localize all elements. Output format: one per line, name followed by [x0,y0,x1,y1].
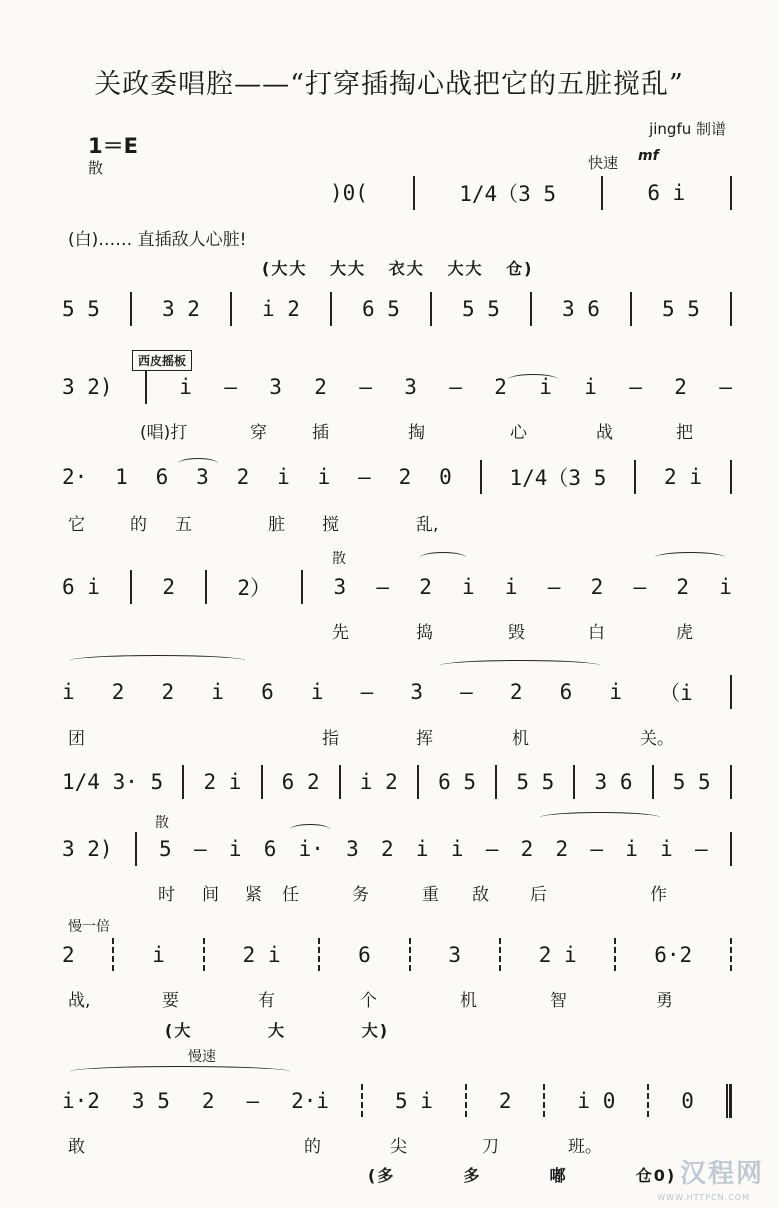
lyric-syllable: 捣 [416,623,433,643]
score-note: i [415,837,429,861]
lyric-syllable: 团 [68,729,85,749]
lyric-syllable: 五 [175,515,192,535]
score-note: — [629,375,642,399]
barline [130,292,132,326]
lyric-syllable: 敌 [472,885,489,905]
score-note: — [460,680,473,704]
score-note: i [317,465,331,489]
lyric-syllable: 心 [510,423,527,443]
lyric-syllable: 敢 [68,1137,85,1157]
barline [182,765,184,799]
barline [480,460,482,494]
score-note: 1/4（3 5 [509,466,607,490]
percussion-line-2: (大 大 大) [165,1021,390,1040]
lyric-syllable: 个 [360,991,377,1011]
barline [530,292,532,326]
score-row-2 [62,370,732,404]
score-row-6 [62,765,732,799]
score-note: 6 2 [281,770,320,794]
barline [301,570,303,604]
lyric-syllable: 的 [304,1137,321,1157]
score-note: 6 [261,680,274,704]
barline [601,176,603,210]
lyric-syllable: 战 [596,423,613,443]
score-row-7 [62,832,732,866]
score-note: i [539,375,552,399]
score-note: 5 5 [462,297,500,321]
score-note: i [609,680,623,704]
score-note: 3 6 [562,297,600,321]
barline [630,292,632,326]
score-note: 2） [237,576,272,600]
score-note: 6 i [62,575,100,599]
score-note: 2 [520,837,534,861]
barline [730,938,732,972]
score-note: )0( [329,181,368,205]
final-barline [726,1084,732,1118]
tempo-mark-fast: 快速 [588,154,619,172]
barline [730,176,732,210]
score-note: — [359,375,372,399]
score-note: 3 [333,575,347,599]
score-note: 3 [410,680,424,704]
percussion-line-3: (多 多 嘟 仓0) [368,1166,677,1185]
score-note: 2 i [203,770,242,794]
score-note: 2 i [664,465,702,489]
free-tempo-mark-2: 散 [332,551,346,567]
percussion-line-1: (大大 大大 衣大 大大 仓) [262,259,534,278]
score-note: — [449,375,462,399]
score-note: — [485,837,499,861]
barline [652,765,654,799]
score-note: i [277,465,290,489]
score-note: 6 [263,837,277,861]
barline [730,675,732,709]
score-note: i [719,575,732,599]
tempo-mark-half: 慢一倍 [68,919,110,935]
score-note: 0 [439,465,452,489]
lyric-syllable: 勇 [656,991,673,1011]
score-note: 2·i [291,1089,329,1113]
score-note: 3 2 [162,297,200,321]
score-title: 关政委唱腔——“打穿插掏心战把它的五脏搅乱” [94,69,684,100]
score-note: 3 6 [594,770,633,794]
score-note: 2 [62,943,75,967]
barline [145,370,147,404]
dynamic-mark: mf [638,148,659,164]
score-note: 2 [201,1089,215,1113]
score-note: 6 [358,943,371,967]
lyric-syllable: 刀 [482,1137,499,1157]
score-note: — [193,837,207,861]
slur [70,1066,290,1077]
free-tempo-mark: 散 [88,159,104,177]
watermark-url: WWW.HTTPCN.COM [657,1193,750,1202]
slur [178,458,218,469]
score-note: i 2 [262,297,300,321]
score-note: 1 [115,465,128,489]
lyric-syllable: 任 [282,885,299,905]
score-row-5 [62,675,732,709]
lyric-syllable: 有 [258,991,275,1011]
score-row-9 [62,1084,732,1118]
score-note: — [246,1089,260,1113]
score-note: 2 [419,575,432,599]
score-note: — [358,465,371,489]
author-credit: jingfu 制谱 [649,120,726,138]
score-note: 1/4 3· 5 [62,770,164,794]
barline [130,570,132,604]
score-note: — [224,375,237,399]
watermark-logo: 汉程网 [679,1159,764,1189]
lyric-syllable: 战, [68,991,91,1011]
lyric-syllable: 白 [588,623,605,643]
score-note: 5 5 [62,297,100,321]
score-note: 2 [676,575,689,599]
barline [417,765,419,799]
score-note: i [660,837,673,861]
score-note: — [547,575,561,599]
score-row-8 [62,938,732,972]
score-note: 2 i [538,943,577,967]
barline [647,1084,649,1118]
score-note: 2 [494,375,507,399]
lyric-syllable: 把 [676,423,693,443]
score-note: — [633,575,647,599]
lyric-syllable: 虎 [676,623,693,643]
slur [420,552,466,563]
barline [499,938,501,972]
lyric-syllable: 穿 [250,423,267,443]
score-note: 6 [559,680,573,704]
score-note: — [590,837,604,861]
lyric-syllable: 挥 [416,729,433,749]
score-note: i [152,943,165,967]
barline [543,1084,545,1118]
score-note: i [228,837,242,861]
score-note: 5 i [394,1089,433,1113]
score-note: i [310,680,324,704]
score-note: — [360,680,374,704]
lyric-syllable: 重 [422,885,439,905]
slur [540,812,660,823]
score-note: 2 [555,837,569,861]
score-note: 2 i [242,943,281,967]
score-row-3 [62,460,732,494]
slur [70,655,245,666]
lyric-syllable: 毁 [508,623,525,643]
barline [230,292,232,326]
lyric-syllable: 机 [512,729,529,749]
score-note: i [504,575,518,599]
score-note: 2 [590,575,604,599]
lyric-syllable: 搅 [322,515,339,535]
score-note: 0 [681,1089,694,1113]
score-note: 6 5 [438,770,477,794]
score-note: i·2 [62,1089,100,1113]
slur [440,660,600,671]
lyric-syllable: 紧 [245,885,262,905]
barline [203,938,205,972]
score-note: 2 [111,680,125,704]
lyric-syllable: (唱)打 [140,423,188,443]
lyric-syllable: 指 [322,729,339,749]
lyric-syllable: 关。 [640,729,674,749]
score-note: i [584,375,597,399]
score-note: i [625,837,638,861]
score-note: 2 [161,680,175,704]
barline [573,765,575,799]
free-tempo-mark-3: 散 [155,815,169,831]
score-note: 2 [162,575,175,599]
spoken-line: (白)…… 直插敌人心脏! [68,230,247,250]
barline [112,938,114,972]
score-note: i· [298,837,324,861]
score-note: 2 [674,375,687,399]
score-note: 2 [381,837,394,861]
barline [330,292,332,326]
barline [409,938,411,972]
lyric-syllable: 掏 [408,423,425,443]
score-note: 2 [398,465,412,489]
score-note: 5 5 [516,770,555,794]
barline [730,832,732,866]
lyric-syllable: 时 [158,885,175,905]
score-note: 2 [314,375,327,399]
score-note: 3 [346,837,359,861]
barline [361,1084,363,1118]
score-note: 2 [509,680,523,704]
score-note: 6 i [647,181,686,205]
section-tag: 西皮摇板 [132,350,192,371]
score-note: 2 [498,1089,512,1113]
barline [634,460,636,494]
score-note: i [62,680,75,704]
score-note: （i [659,681,693,705]
score-note: 3 [404,375,417,399]
score-note: 5 [159,837,172,861]
score-note: 3 2) [62,837,113,861]
lyric-syllable: 作 [650,885,667,905]
barline [730,460,732,494]
score-note: 1/4（3 5 [459,182,557,206]
score-note: 2· [62,465,88,489]
lyric-syllable: 插 [312,423,329,443]
barline [205,570,207,604]
lyric-syllable: 务 [352,885,369,905]
barline [318,938,320,972]
score-note: 3 2) [62,375,113,399]
lyric-syllable: 机 [460,991,477,1011]
barline [614,938,616,972]
score-note: i [179,375,192,399]
score-note: 3 [196,465,209,489]
lyric-syllable: 的 [130,515,147,535]
lyric-syllable: 先 [332,623,349,643]
score-note: 3 [269,375,282,399]
score-note: — [719,375,732,399]
score-row-4 [62,570,732,604]
barline [413,176,415,210]
score-note: i [462,575,475,599]
barline [730,292,732,326]
lyric-syllable: 脏 [268,515,285,535]
score-note: — [695,837,708,861]
tempo-mark-slow: 慢速 [188,1049,216,1065]
slur [508,374,558,385]
lyric-syllable: 班。 [568,1137,602,1157]
barline [261,765,263,799]
score-note: i [450,837,464,861]
barline [135,832,137,866]
barline [730,765,732,799]
score-note: 2 [236,465,250,489]
score-note: i 2 [359,770,398,794]
score-note: — [376,575,389,599]
lyric-syllable: 尖 [390,1137,407,1157]
score-note: 3 5 [131,1089,170,1113]
score-note: 5 5 [662,297,700,321]
slur [290,824,330,835]
barline [430,292,432,326]
score-note: 3 [448,943,462,967]
score-note: 6 [155,465,169,489]
score-note: i [211,680,224,704]
lyric-syllable: 智 [550,991,567,1011]
lyric-syllable: 要 [162,991,179,1011]
barline [465,1084,467,1118]
barline [339,765,341,799]
slur [655,552,725,563]
barline [495,765,497,799]
lyric-syllable: 后 [530,885,547,905]
key-signature: 1＝E [88,134,138,158]
score-note: 5 5 [672,770,711,794]
score-note: i 0 [577,1089,616,1113]
lyric-syllable: 它 [68,515,85,535]
score-row-1 [62,292,732,326]
score-note: 6 5 [362,297,400,321]
lyric-syllable: 间 [202,885,219,905]
score-note: 6·2 [654,943,693,967]
score-row-0 [62,176,732,210]
lyric-syllable: 乱, [416,515,439,535]
